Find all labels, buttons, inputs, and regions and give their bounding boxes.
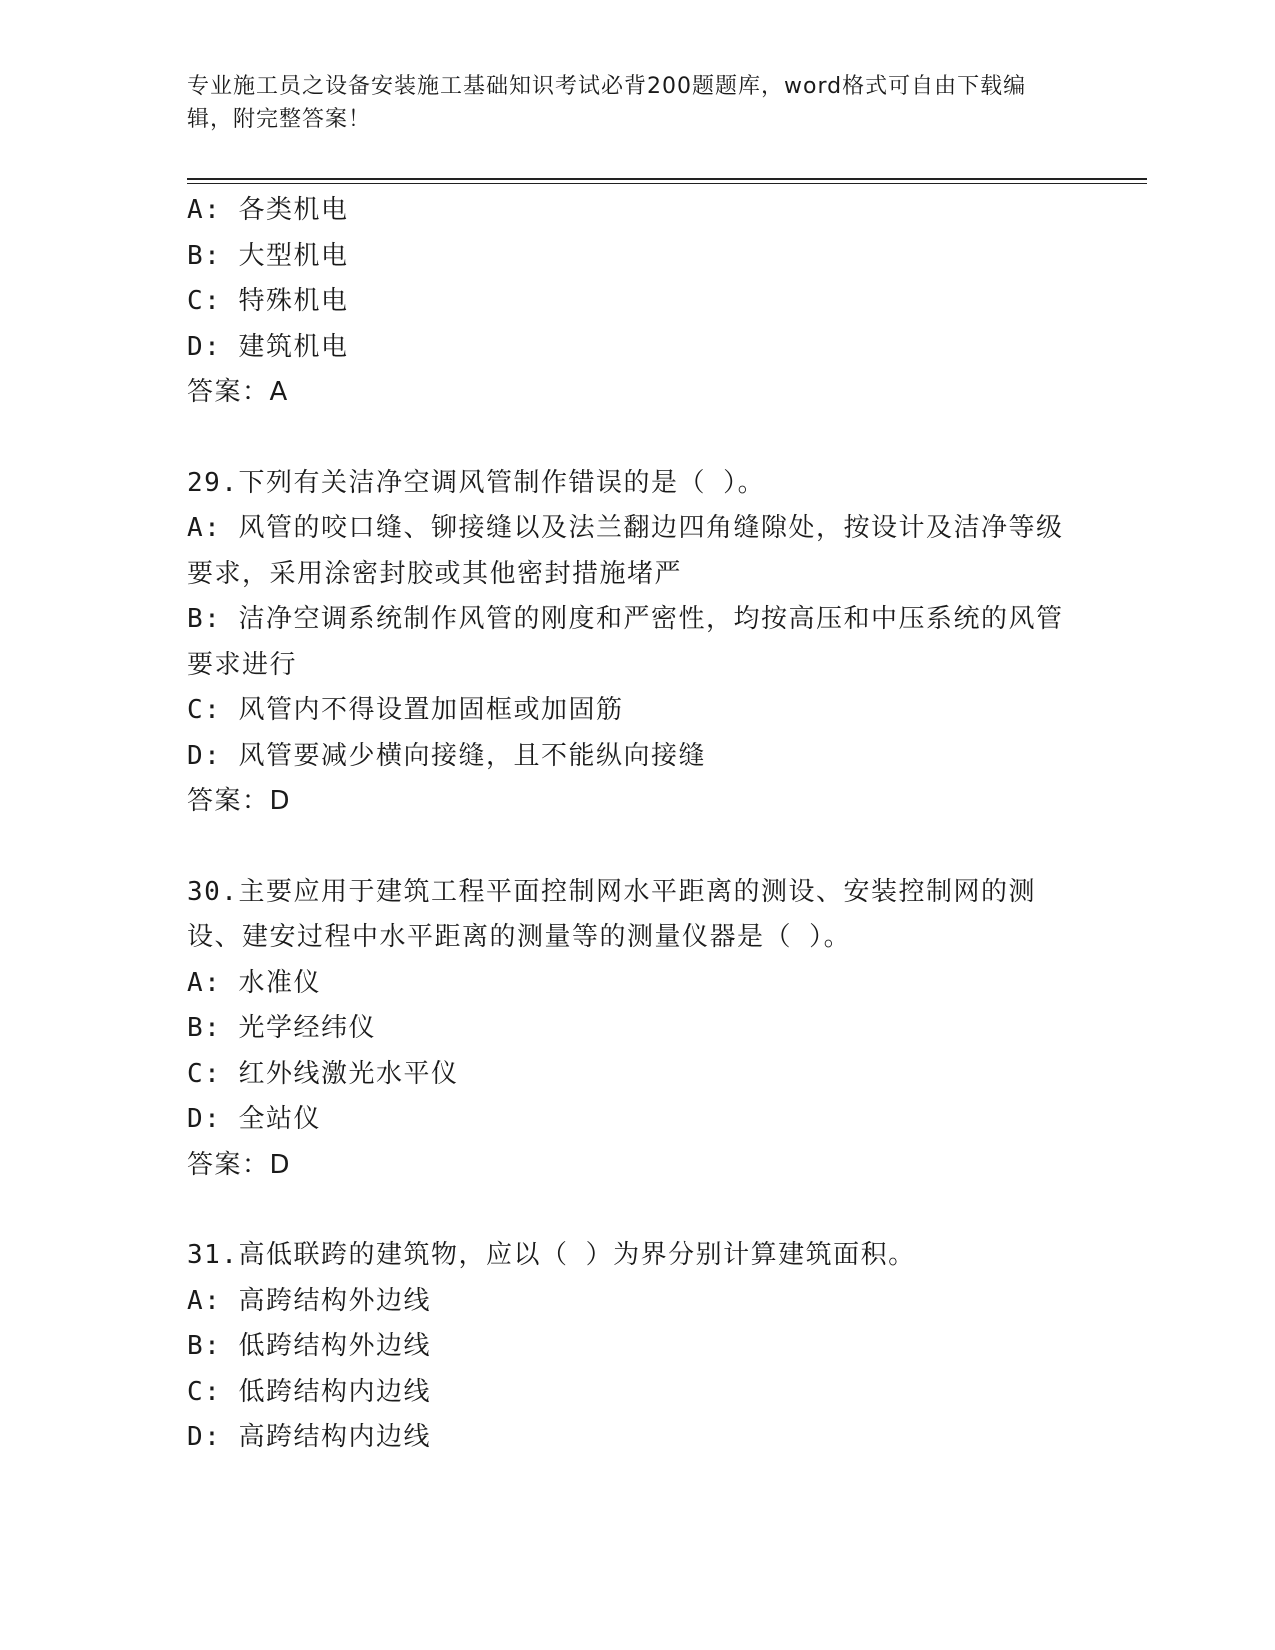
answer: 答案：D	[187, 786, 292, 816]
option-b: B: 低跨结构外边线	[187, 1331, 431, 1361]
header-divider	[187, 178, 1147, 180]
option-d: D: 建筑机电	[187, 331, 349, 362]
option-a: A: 风管的咬口缝、铆接缝以及法兰翻边四角缝隙处，按设计及洁净等级要求，采用涂密封胶或其他密封措施堵严	[187, 513, 1064, 589]
option-a: A: 水准仪	[187, 967, 321, 998]
question-content	[187, 188, 1067, 1461]
option-d: D: 风管要减少横向接缝，且不能纵向接缝	[187, 740, 706, 771]
option-b: B: 光学经纬仪	[187, 1013, 376, 1043]
option-c: C: 风管内不得设置加固框或加固筋	[187, 695, 624, 725]
option-c: C: 低跨结构内边线	[187, 1376, 431, 1407]
question-stem: 31.高低联跨的建筑物，应以（ ）为界分别计算建筑面积。	[187, 1240, 916, 1270]
option-c: C: 特殊机电	[187, 286, 349, 316]
option-a: A: 各类机电	[187, 195, 349, 225]
option-d: D: 高跨结构内边线	[187, 1422, 431, 1452]
document-header: 专业施工员之设备安装施工基础知识考试必背200题题库，word格式可自由下载编辑，附完整答案！	[187, 74, 1027, 132]
document-page	[187, 70, 1147, 1461]
answer: 答案：D	[187, 1149, 292, 1180]
option-b: B: 洁净空调系统制作风管的刚度和严密性，均按高压和中压系统的风管要求进行	[187, 604, 1064, 680]
question-28	[187, 188, 1067, 416]
option-d: D: 全站仪	[187, 1104, 321, 1134]
question-stem: 29.下列有关洁净空调风管制作错误的是（ ）。	[187, 467, 766, 498]
question-29	[187, 461, 1067, 825]
answer: 答案：A	[187, 377, 289, 407]
option-b: B: 大型机电	[187, 240, 349, 271]
option-a: A: 高跨结构外边线	[187, 1285, 431, 1316]
question-31	[187, 1233, 1067, 1461]
option-c: C: 红外线激光水平仪	[187, 1058, 459, 1089]
question-30	[187, 870, 1067, 1189]
question-stem: 30.主要应用于建筑工程平面控制网水平距离的测设、安装控制网的测设、建安过程中水平距离的测量等的测量仪器是（ ）。	[187, 876, 1036, 952]
